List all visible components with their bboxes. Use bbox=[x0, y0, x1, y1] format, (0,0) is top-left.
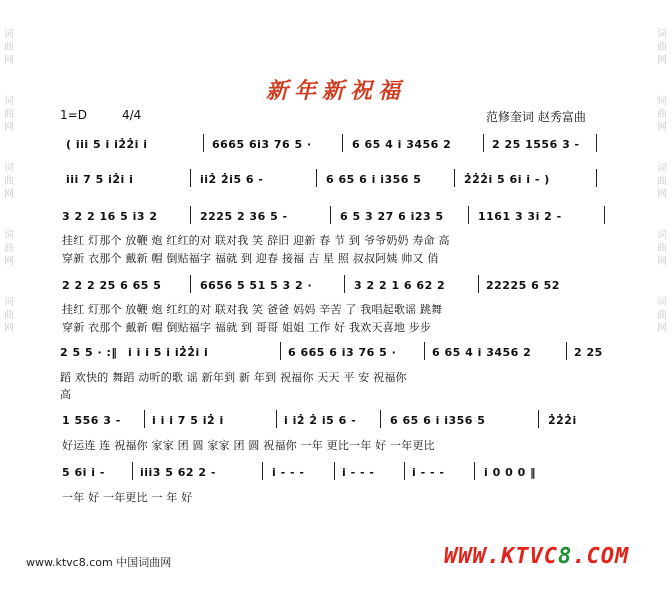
score-measure: 2 25 bbox=[574, 346, 603, 359]
watermark-char: 词 bbox=[657, 230, 667, 241]
watermark-char: 曲 bbox=[657, 109, 667, 120]
score-measure: ( i̇i̇i̇ 5 i̇ i̇2̇2̇i̇ i̇ bbox=[66, 138, 148, 151]
key-signature: 1=D bbox=[60, 108, 87, 122]
score-measure: 6 665 6 i̇3 76 5 · bbox=[288, 346, 397, 359]
watermark-char: 词 bbox=[657, 29, 667, 40]
score-measure: i̇ - - - bbox=[342, 466, 375, 479]
score-measure: 1161 3 3i̇ 2 - bbox=[478, 210, 562, 223]
watermark-char: 网 bbox=[4, 189, 14, 200]
score-measure: i̇ i̇ i̇ 5 i̇ i̇2̇2̇i̇ i̇ bbox=[128, 346, 209, 359]
lyrics-line: 穿新 衣那个 戴新 帽 倒贴福字 福就 到 哥哥 姐姐 工作 好 我欢天喜地 步步 bbox=[62, 321, 432, 334]
watermark-char: 曲 bbox=[657, 310, 667, 321]
score-measure: i̇ - - - bbox=[272, 466, 305, 479]
watermark-char: 词 bbox=[4, 297, 14, 308]
watermark-char: 词 bbox=[4, 230, 14, 241]
watermark-char: 网 bbox=[657, 55, 667, 66]
score-measure: 2 5 5 · :‖ bbox=[60, 346, 118, 359]
lyrics-line: 挂红 灯那个 放鞭 炮 红红的对 联对我 笑 辞旧 迎新 春 节 到 爷爷奶奶 寿命 高 bbox=[62, 234, 450, 247]
lyrics-line: 挂红 灯那个 放鞭 炮 红红的对 联对我 笑 爸爸 妈妈 辛苦 了 我唱起歌谣 跳舞 bbox=[62, 303, 443, 316]
watermark-char: 词 bbox=[4, 96, 14, 107]
watermark-char: 网 bbox=[4, 256, 14, 267]
watermark-char: 网 bbox=[4, 55, 14, 66]
watermark-char: 词 bbox=[4, 29, 14, 40]
watermark-char: 网 bbox=[657, 189, 667, 200]
score-measure: 2̇2̇2̇i̇ bbox=[548, 414, 577, 427]
watermark-char: 曲 bbox=[4, 243, 14, 254]
watermark-right bbox=[655, 0, 669, 335]
score-measure: 2 25 1556 3 - bbox=[492, 138, 580, 151]
score-measure: 6 65 6 i̇ i̇356 5 bbox=[326, 173, 422, 186]
score-measure: i̇ i̇ i̇ 7 5 i̇2̇ i̇ bbox=[152, 414, 224, 427]
watermark-char: 词 bbox=[657, 96, 667, 107]
score-measure: i̇ i̇2̇ 2̇ i̇5 6 - bbox=[284, 414, 357, 427]
watermark-char: 网 bbox=[657, 122, 667, 133]
score-measure: 6 65 6 i̇ i̇356 5 bbox=[390, 414, 486, 427]
watermark-char: 曲 bbox=[4, 42, 14, 53]
score-measure: 6 65 4 i̇ 3456 2 bbox=[352, 138, 452, 151]
score-measure: 2225 2 36 5 - bbox=[200, 210, 288, 223]
watermark-char: 网 bbox=[657, 256, 667, 267]
watermark-char: 曲 bbox=[4, 109, 14, 120]
score-measure: 22225 6 52 bbox=[486, 279, 560, 292]
score-measure: 3 2 2 1 6 62 2 bbox=[354, 279, 446, 292]
score-measure: 6656 5 51 5 3 2 · bbox=[200, 279, 313, 292]
score-measure: 1 556 3 - bbox=[62, 414, 121, 427]
score-measure: i̇ - - - bbox=[412, 466, 445, 479]
score-measure: 6 65 4 i̇ 3456 2 bbox=[432, 346, 532, 359]
score-measure: 6665 6i̇3 76 5 · bbox=[212, 138, 312, 151]
score-measure: 5 6i̇ i̇ - bbox=[62, 466, 105, 479]
watermark-char: 词 bbox=[657, 163, 667, 174]
score-measure: 6 5 3 27 6 i̇23 5 bbox=[340, 210, 444, 223]
score-measure: i̇i̇i̇ 7 5 i̇2̇i̇ i̇ bbox=[66, 173, 134, 186]
watermark-char: 词 bbox=[657, 297, 667, 308]
time-signature: 4/4 bbox=[122, 108, 142, 122]
watermark-char: 曲 bbox=[657, 42, 667, 53]
lyrics-line: 一年 好 一年更比 一 年 好 bbox=[62, 491, 193, 504]
watermark-left bbox=[2, 0, 16, 335]
song-title: 新年新祝福 bbox=[265, 78, 406, 104]
watermark-char: 网 bbox=[4, 323, 14, 334]
watermark-char: 网 bbox=[4, 122, 14, 133]
site-logo: WWW.KTVC8.COM bbox=[444, 544, 630, 569]
score-measure: i̇i̇2̇ 2̇i̇5 6 - bbox=[200, 173, 264, 186]
watermark-char: 网 bbox=[657, 323, 667, 334]
watermark-char: 曲 bbox=[657, 176, 667, 187]
lyrics-line: 好运连 连 祝福你 家家 团 圆 家家 团 圆 祝福你 一年 更比一年 好 一年更比 bbox=[62, 439, 435, 452]
watermark-char: 曲 bbox=[657, 243, 667, 254]
score-measure: i̇ 0 0 0 ‖ bbox=[484, 466, 537, 479]
lyrics-line: 穿新 衣那个 戴新 帽 倒贴福字 福就 到 迎春 接福 吉 星 照 叔叔阿姨 帅又 俏 bbox=[62, 252, 439, 265]
credits: 范修奎词 赵秀富曲 bbox=[486, 110, 586, 124]
lyrics-line: 蹈 欢快的 舞蹈 动听的歌 谣 新年到 新 年到 祝福你 天天 平 安 祝福你 bbox=[60, 371, 407, 384]
lyrics-line: 高 bbox=[60, 388, 72, 401]
score-measure: i̇i̇i̇3 5 62 2 - bbox=[140, 466, 216, 479]
watermark-char: 曲 bbox=[4, 310, 14, 321]
watermark-char: 曲 bbox=[4, 176, 14, 187]
watermark-char: 词 bbox=[4, 163, 14, 174]
site-footer-text: www.ktvc8.com 中国词曲网 bbox=[26, 556, 172, 569]
score-measure: 2 2 2 25 6 65 5 bbox=[62, 279, 162, 292]
score-measure: 2̇2̇2̇i̇ 5 6i̇ i̇ - ) bbox=[464, 173, 550, 186]
score-measure: 3 2 2 16 5 i̇3 2 bbox=[62, 210, 158, 223]
